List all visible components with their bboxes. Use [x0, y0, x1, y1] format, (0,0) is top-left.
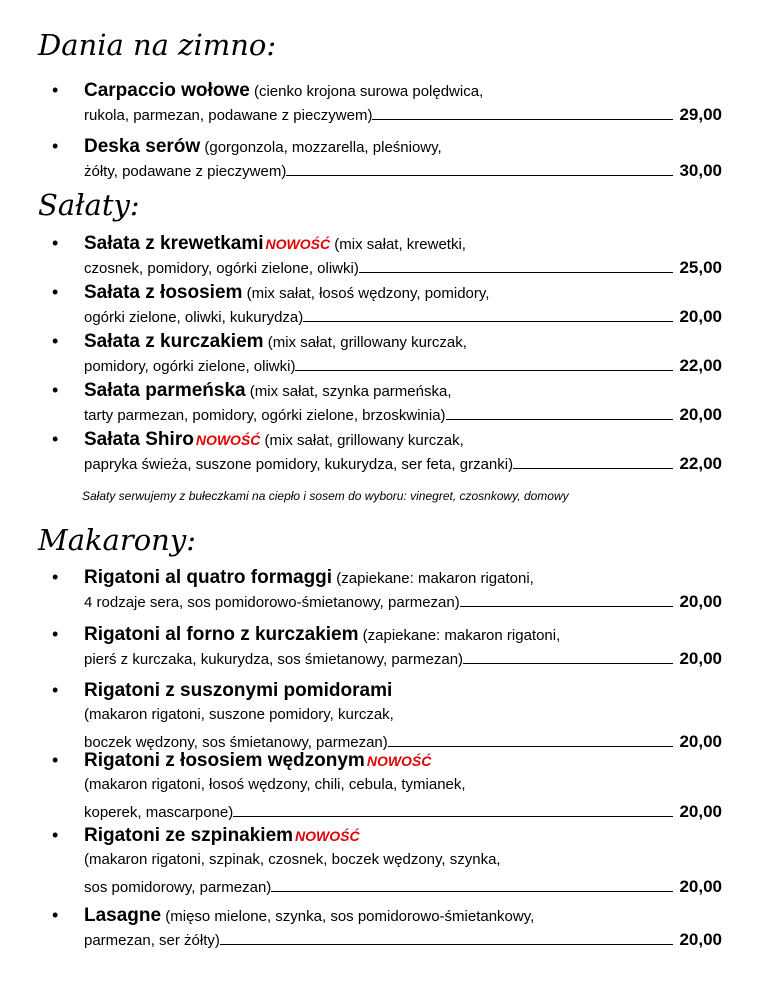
item-name: Sałata z kurczakiem [84, 331, 264, 352]
item-desc-line2: pomidory, ogórki zielone, oliwki) [84, 358, 296, 375]
bullet-icon: • [52, 429, 59, 449]
item-desc-line2: rukola, parmezan, podawane z pieczywem) [84, 107, 373, 124]
item-name: Rigatoni al forno z kurczakiem [84, 624, 359, 645]
item-desc-line2: tarty parmezan, pomidory, ogórki zielone, brzoskwinia) [84, 407, 446, 424]
item-desc: (mix sałat, grillowany kurczak, [260, 432, 464, 449]
nowosc-badge: NOWOŚĆ [195, 432, 261, 448]
item-desc: (makaron rigatoni, suszone pomidory, kurczak, [84, 706, 394, 723]
item-name: Deska serów [84, 136, 201, 157]
bullet-icon: • [52, 905, 59, 925]
item-desc: (cienko krojona surowa polędwica, [249, 83, 484, 100]
item-price: 30,00 [679, 161, 722, 180]
menu-item-rigatoni-formaggi [52, 567, 722, 623]
item-name: Rigatoni z łososiem wędzonym [84, 750, 365, 771]
section-heading-dania-na-zimno: Dania na zimno: [38, 28, 277, 62]
menu-item-salata-losos [52, 282, 722, 338]
item-desc: (zapiekane: makaron rigatoni, [332, 570, 534, 587]
bullet-icon: • [52, 331, 59, 351]
leader-line [460, 605, 674, 607]
item-name: Rigatoni ze szpinakiem [84, 825, 294, 846]
item-price: 20,00 [679, 592, 722, 611]
nowosc-badge: NOWOŚĆ [366, 753, 432, 769]
bullet-icon: • [52, 680, 59, 700]
item-desc-line2: boczek wędzony, sos śmietanowy, parmezan) [84, 734, 388, 751]
item-desc: (makaron rigatoni, szpinak, czosnek, boczek wędzony, szynka, [84, 851, 501, 868]
leader-line [388, 745, 674, 747]
menu-item-lasagne [52, 905, 722, 961]
leader-line [286, 174, 673, 176]
bullet-icon: • [52, 282, 59, 302]
item-desc-line2: koperek, mascarpone) [84, 804, 234, 821]
item-price: 20,00 [679, 930, 722, 949]
menu-item-rigatoni-forno [52, 624, 722, 680]
item-desc: (gorgonzola, mozzarella, pleśniowy, [200, 139, 442, 156]
item-price: 20,00 [679, 405, 722, 424]
item-name: Rigatoni al quatro formaggi [84, 567, 333, 588]
menu-item-rigatoni-losos [52, 750, 722, 822]
item-name: Carpaccio wołowe [84, 80, 250, 101]
bullet-icon: • [52, 80, 59, 100]
section-heading-makarony: Makarony: [38, 523, 196, 557]
item-name: Sałata parmeńska [84, 380, 246, 401]
menu-item-salata-krewetki [52, 233, 722, 289]
salaty-note: Sałaty serwujemy z bułeczkami na ciepło i sosem do wyboru: vinegret, czosnkowy, domowy [82, 489, 569, 503]
item-desc: (mix sałat, krewetki, [330, 236, 466, 253]
item-price: 20,00 [679, 802, 722, 821]
menu-item-carpaccio [52, 80, 722, 136]
item-price: 29,00 [679, 105, 722, 124]
menu-item-salata-kurczak [52, 331, 722, 387]
item-desc-line2: papryka świeża, suszone pomidory, kukurydza, ser feta, grzanki) [84, 456, 514, 473]
item-price: 22,00 [679, 356, 722, 375]
menu-item-salata-shiro [52, 429, 722, 485]
leader-line [271, 890, 673, 892]
bullet-icon: • [52, 825, 59, 845]
item-price: 20,00 [679, 877, 722, 896]
section-heading-salaty: Sałaty: [38, 188, 140, 222]
item-name: Lasagne [84, 905, 162, 926]
item-price: 22,00 [679, 454, 722, 473]
item-desc: (mięso mielone, szynka, sos pomidorowo-śmietankowy, [161, 908, 535, 925]
item-desc-line2: parmezan, ser żółty) [84, 932, 220, 949]
item-desc-line2: 4 rodzaje sera, sos pomidorowo-śmietanowy, parmezan) [84, 594, 460, 611]
bullet-icon: • [52, 233, 59, 253]
leader-line [513, 467, 673, 469]
item-desc-line2: żółty, podawane z pieczywem) [84, 163, 287, 180]
nowosc-badge: NOWOŚĆ [265, 236, 331, 252]
leader-line [372, 118, 673, 120]
nowosc-badge: NOWOŚĆ [295, 828, 360, 844]
bullet-icon: • [52, 380, 59, 400]
menu-item-salata-parmenska [52, 380, 722, 436]
item-name: Sałata z łososiem [84, 282, 243, 303]
item-name: Sałata z krewetkami [84, 233, 264, 254]
menu-item-deska-serow [52, 136, 722, 192]
item-price: 20,00 [679, 732, 722, 751]
leader-line [463, 662, 673, 664]
menu-item-rigatoni-szpinak [52, 825, 722, 897]
item-desc: (mix sałat, grillowany kurczak, [263, 334, 467, 351]
bullet-icon: • [52, 624, 59, 644]
item-desc: (zapiekane: makaron rigatoni, [358, 627, 561, 644]
item-name: Rigatoni z suszonymi pomidorami [84, 680, 393, 701]
item-desc-line2: czosnek, pomidory, ogórki zielone, oliwki) [84, 260, 359, 277]
leader-line [303, 320, 673, 322]
bullet-icon: • [52, 136, 59, 156]
leader-line [220, 943, 674, 945]
item-desc-line2: pierś z kurczaka, kukurydza, sos śmietanowy, parmezan) [84, 651, 464, 668]
bullet-icon: • [52, 567, 59, 587]
item-desc-line2: ogórki zielone, oliwki, kukurydza) [84, 309, 304, 326]
leader-line [446, 418, 674, 420]
item-desc: (makaron rigatoni, łosoś wędzony, chili, cebula, tymianek, [84, 776, 466, 793]
menu-item-rigatoni-pomidory [52, 680, 722, 752]
leader-line [295, 369, 673, 371]
item-name: Sałata Shiro [84, 429, 194, 450]
bullet-icon: • [52, 750, 59, 770]
item-desc: (mix sałat, szynka parmeńska, [245, 383, 452, 400]
item-price: 25,00 [679, 258, 722, 277]
leader-line [233, 815, 673, 817]
item-price: 20,00 [679, 307, 722, 326]
item-desc: (mix sałat, łosoś wędzony, pomidory, [242, 285, 490, 302]
item-price: 20,00 [679, 649, 722, 668]
item-desc-line2: sos pomidorowy, parmezan) [84, 879, 272, 896]
leader-line [359, 271, 674, 273]
